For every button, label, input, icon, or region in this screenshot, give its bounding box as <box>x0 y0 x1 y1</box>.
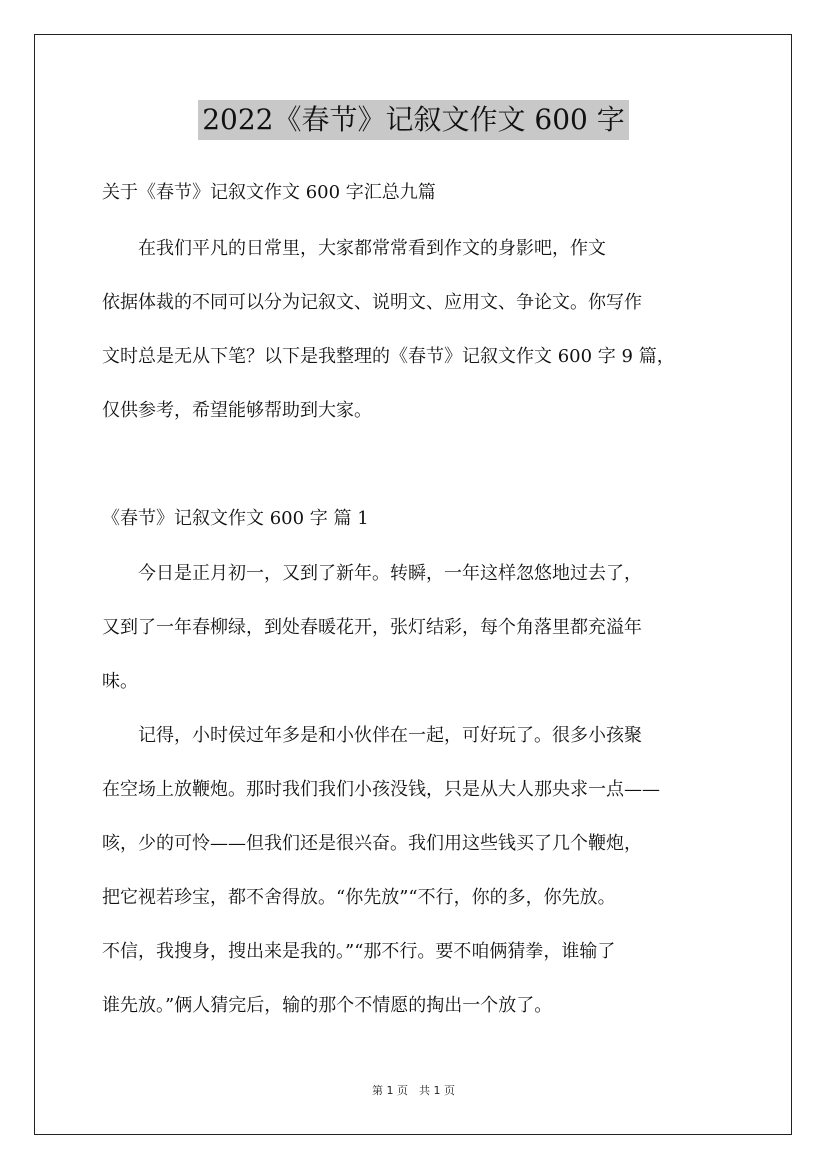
intro-line: 仅供参考，希望能够帮助到大家。 <box>102 400 372 421</box>
intro-line: 文时总是无从下笔？以下是我整理的《春节》记叙文作文 600 字 9 篇， <box>102 346 675 367</box>
document-title: 2022《春节》记叙文作文 600 字 <box>198 100 629 140</box>
body-paragraph-1 <box>102 547 732 709</box>
section-heading: 《春节》记叙文作文 600 字 篇 1 <box>102 508 369 529</box>
page-number: 第 1 页 共 1 页 <box>372 1084 455 1097</box>
paragraph-line: 味。 <box>102 671 138 692</box>
title-container <box>0 100 827 140</box>
intro-line: 依据体裁的不同可以分为记叙文、说明文、应用文、争论文。你写作 <box>102 292 642 313</box>
intro-paragraph <box>102 222 732 438</box>
body-paragraph-2 <box>102 709 732 1033</box>
paragraph-line: 又到了一年春柳绿，到处春暖花开，张灯结彩，每个角落里都充溢年 <box>102 617 642 638</box>
paragraph-line: 今日是正月初一，又到了新年。转瞬，一年这样忽悠地过去了， <box>102 563 642 584</box>
paragraph-line: 记得，小时侯过年多是和小伙伴在一起，可好玩了。很多小孩聚 <box>102 725 642 746</box>
paragraph-line: 把它视若珍宝，都不舍得放。“你先放”“不行，你的多，你先放。 <box>102 887 616 908</box>
document-subtitle: 关于《春节》记叙文作文 600 字汇总九篇 <box>102 182 436 203</box>
paragraph-line: 在空场上放鞭炮。那时我们我们小孩没钱，只是从大人那央求一点—— <box>102 779 660 800</box>
intro-line: 在我们平凡的日常里，大家都常常看到作文的身影吧，作文 <box>102 238 606 259</box>
paragraph-line: 不信，我搜身，搜出来是我的。”“那不行。要不咱俩猜拳，谁输了 <box>102 941 616 962</box>
paragraph-line: 咳，少的可怜——但我们还是很兴奋。我们用这些钱买了几个鞭炮， <box>102 833 642 854</box>
paragraph-line: 谁先放。”俩人猜完后，输的那个不情愿的掏出一个放了。 <box>102 995 553 1016</box>
